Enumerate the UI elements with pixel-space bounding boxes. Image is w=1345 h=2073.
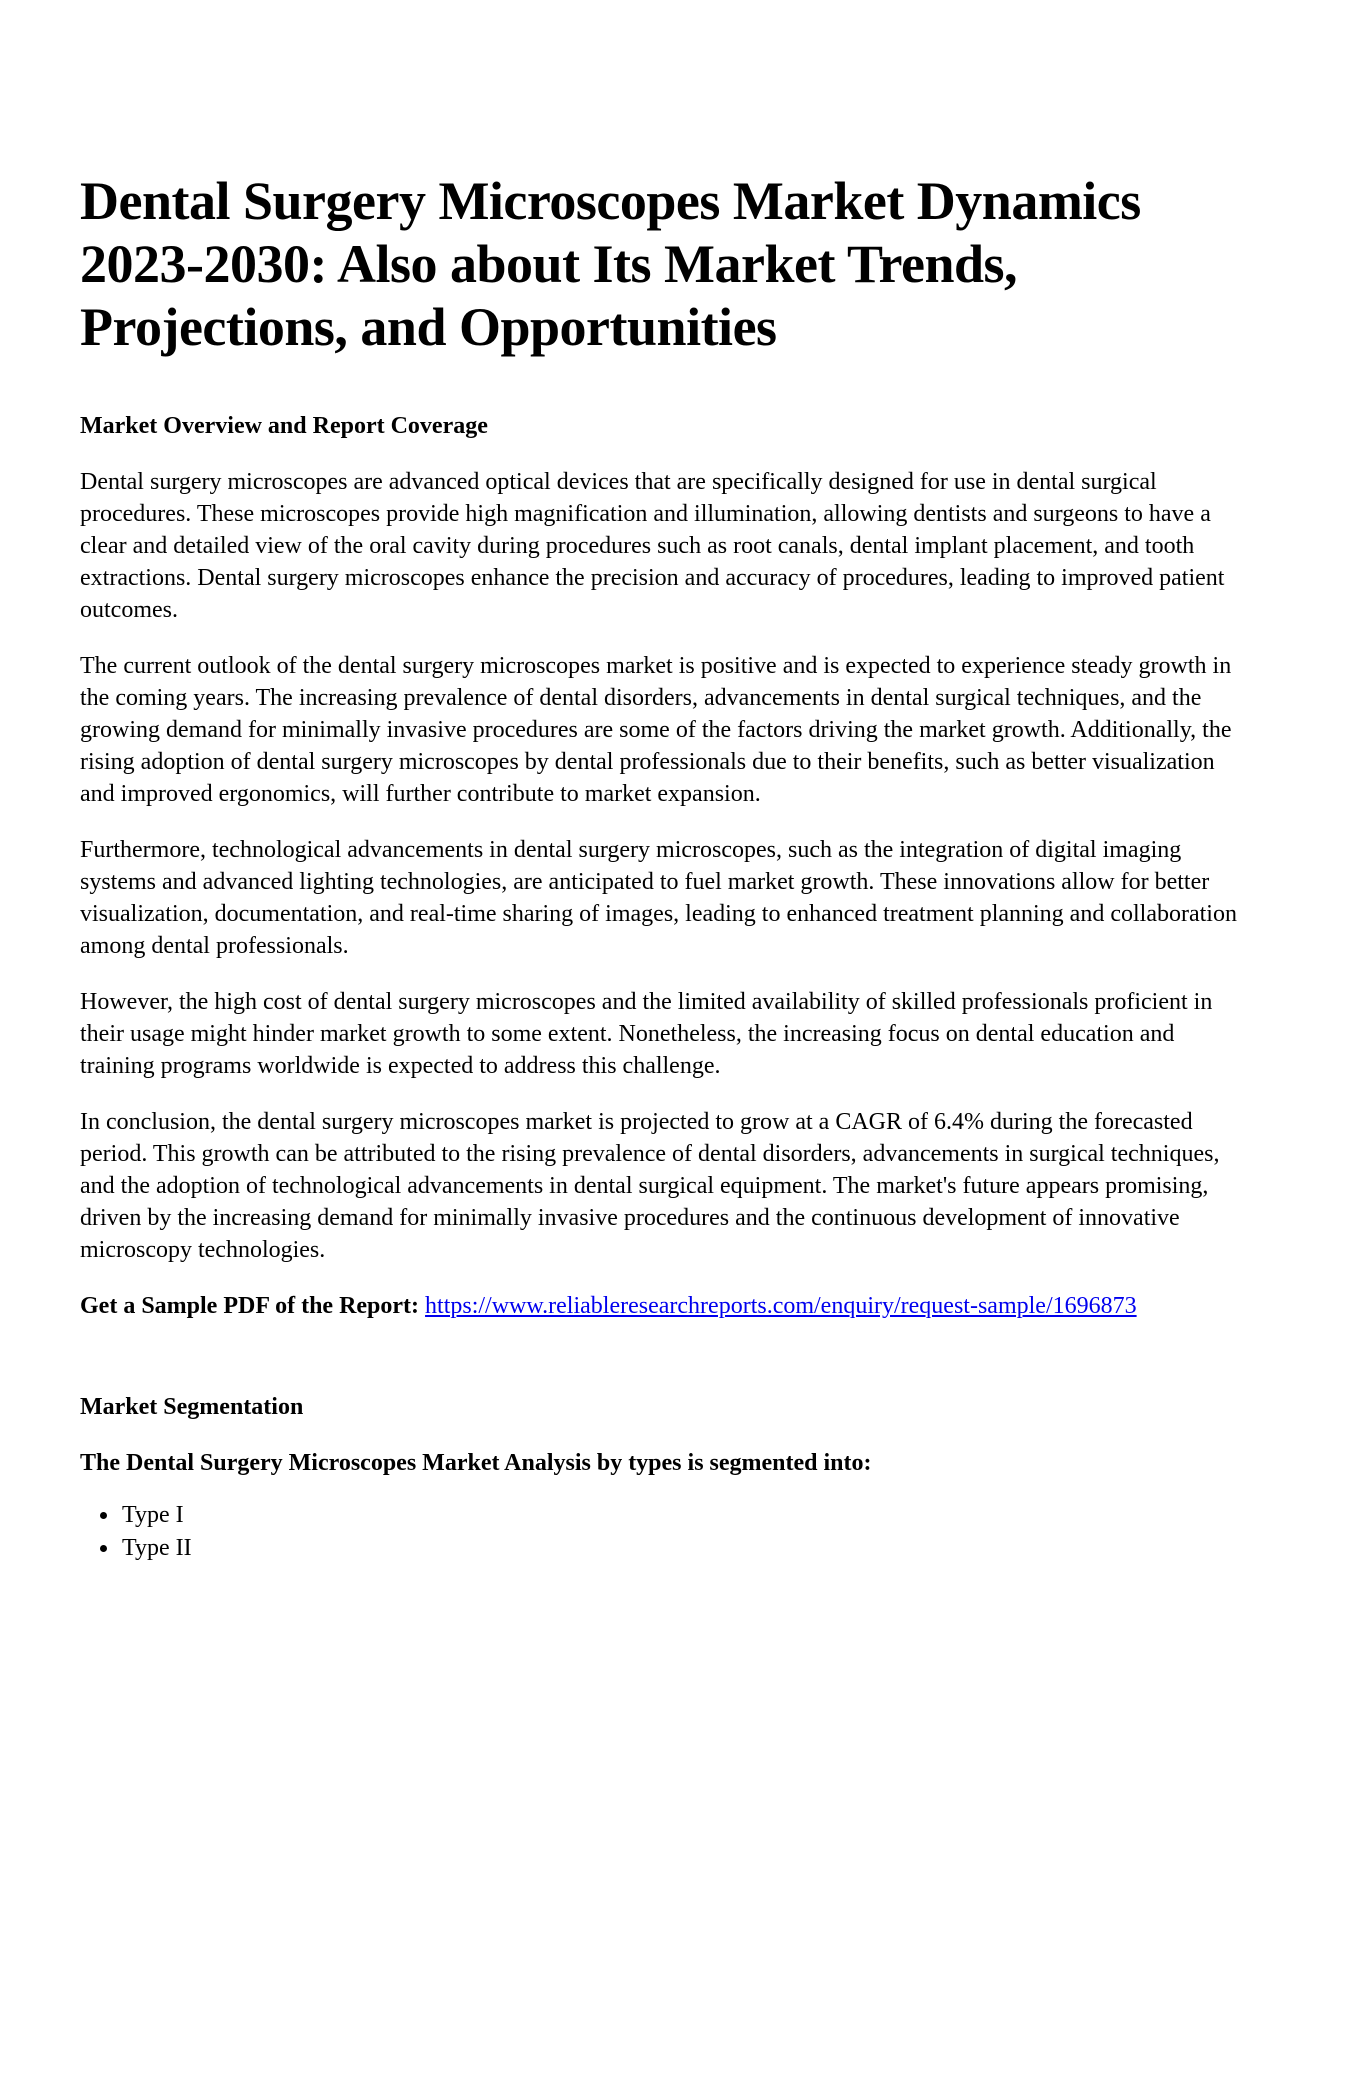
overview-section-heading: Market Overview and Report Coverage (80, 413, 488, 439)
types-list (80, 1499, 1245, 1565)
sample-request-link[interactable]: https://www.reliableresearchreports.com/enquiry/request-sample/1696873 (425, 1293, 1137, 1319)
document-body (0, 170, 1345, 2073)
document-page (0, 170, 1345, 1565)
types-segmentation-heading: The Dental Surgery Microscopes Market Analysis by types is segmented into: (80, 1450, 872, 1476)
segmentation-section-heading: Market Segmentation (80, 1394, 304, 1420)
overview-paragraph-2: The current outlook of the dental surgery microscopes market is positive and is expected to experience steady growth in the coming years. The increasing prevalence of dental disorders, advancements in dental surgical techniques, and the growing demand for minimally invasive procedures are some of the factors driving the market growth. Additionally, the rising adoption of dental surgery microscopes by dental professionals due to their benefits, such as better visualization and improved ergonomics, will further contribute to market expansion. (80, 653, 1232, 807)
page-title: Dental Surgery Microscopes Market Dynamics 2023-2030: Also about Its Market Trends, Projections, and Opportunities (80, 171, 1141, 357)
list-item-type-2: • Type II (120, 1532, 1245, 1565)
sample-request-label: Get a Sample PDF of the Report: (80, 1293, 420, 1319)
overview-paragraph-5: In conclusion, the dental surgery microscopes market is projected to grow at a CAGR of 6.4% during the forecasted period. This growth can be attributed to the rising prevalence of dental disorders, advancements in surgical techniques, and the adoption of technological advancements in dental surgical equipment. The market's future appears promising, driven by the increasing demand for minimally invasive procedures and the continuous development of innovative microscopy technologies. (80, 1109, 1220, 1263)
sample-request-line (80, 1290, 1245, 1322)
overview-paragraph-1: Dental surgery microscopes are advanced optical devices that are specifically designed for use in dental surgical procedures. These microscopes provide high magnification and illumination, allowing dentists and surgeons to have a clear and detailed view of the oral cavity during procedures such as root canals, dental implant placement, and tooth extractions. Dental surgery microscopes enhance the precision and accuracy of procedures, leading to improved patient outcomes. (80, 469, 1225, 623)
list-item-type-1: • Type I (120, 1499, 1245, 1532)
overview-paragraph-3: Furthermore, technological advancements in dental surgery microscopes, such as the integration of digital imaging systems and advanced lighting technologies, are anticipated to fuel market growth. These innovations allow for better visualization, documentation, and real-time sharing of images, leading to enhanced treatment planning and collaboration among dental professionals. (80, 837, 1237, 959)
overview-paragraph-4: However, the high cost of dental surgery microscopes and the limited availability of skilled professionals proficient in their usage might hinder market growth to some extent. Nonetheless, the increasing focus on dental education and training programs worldwide is expected to address this challenge. (80, 989, 1213, 1079)
